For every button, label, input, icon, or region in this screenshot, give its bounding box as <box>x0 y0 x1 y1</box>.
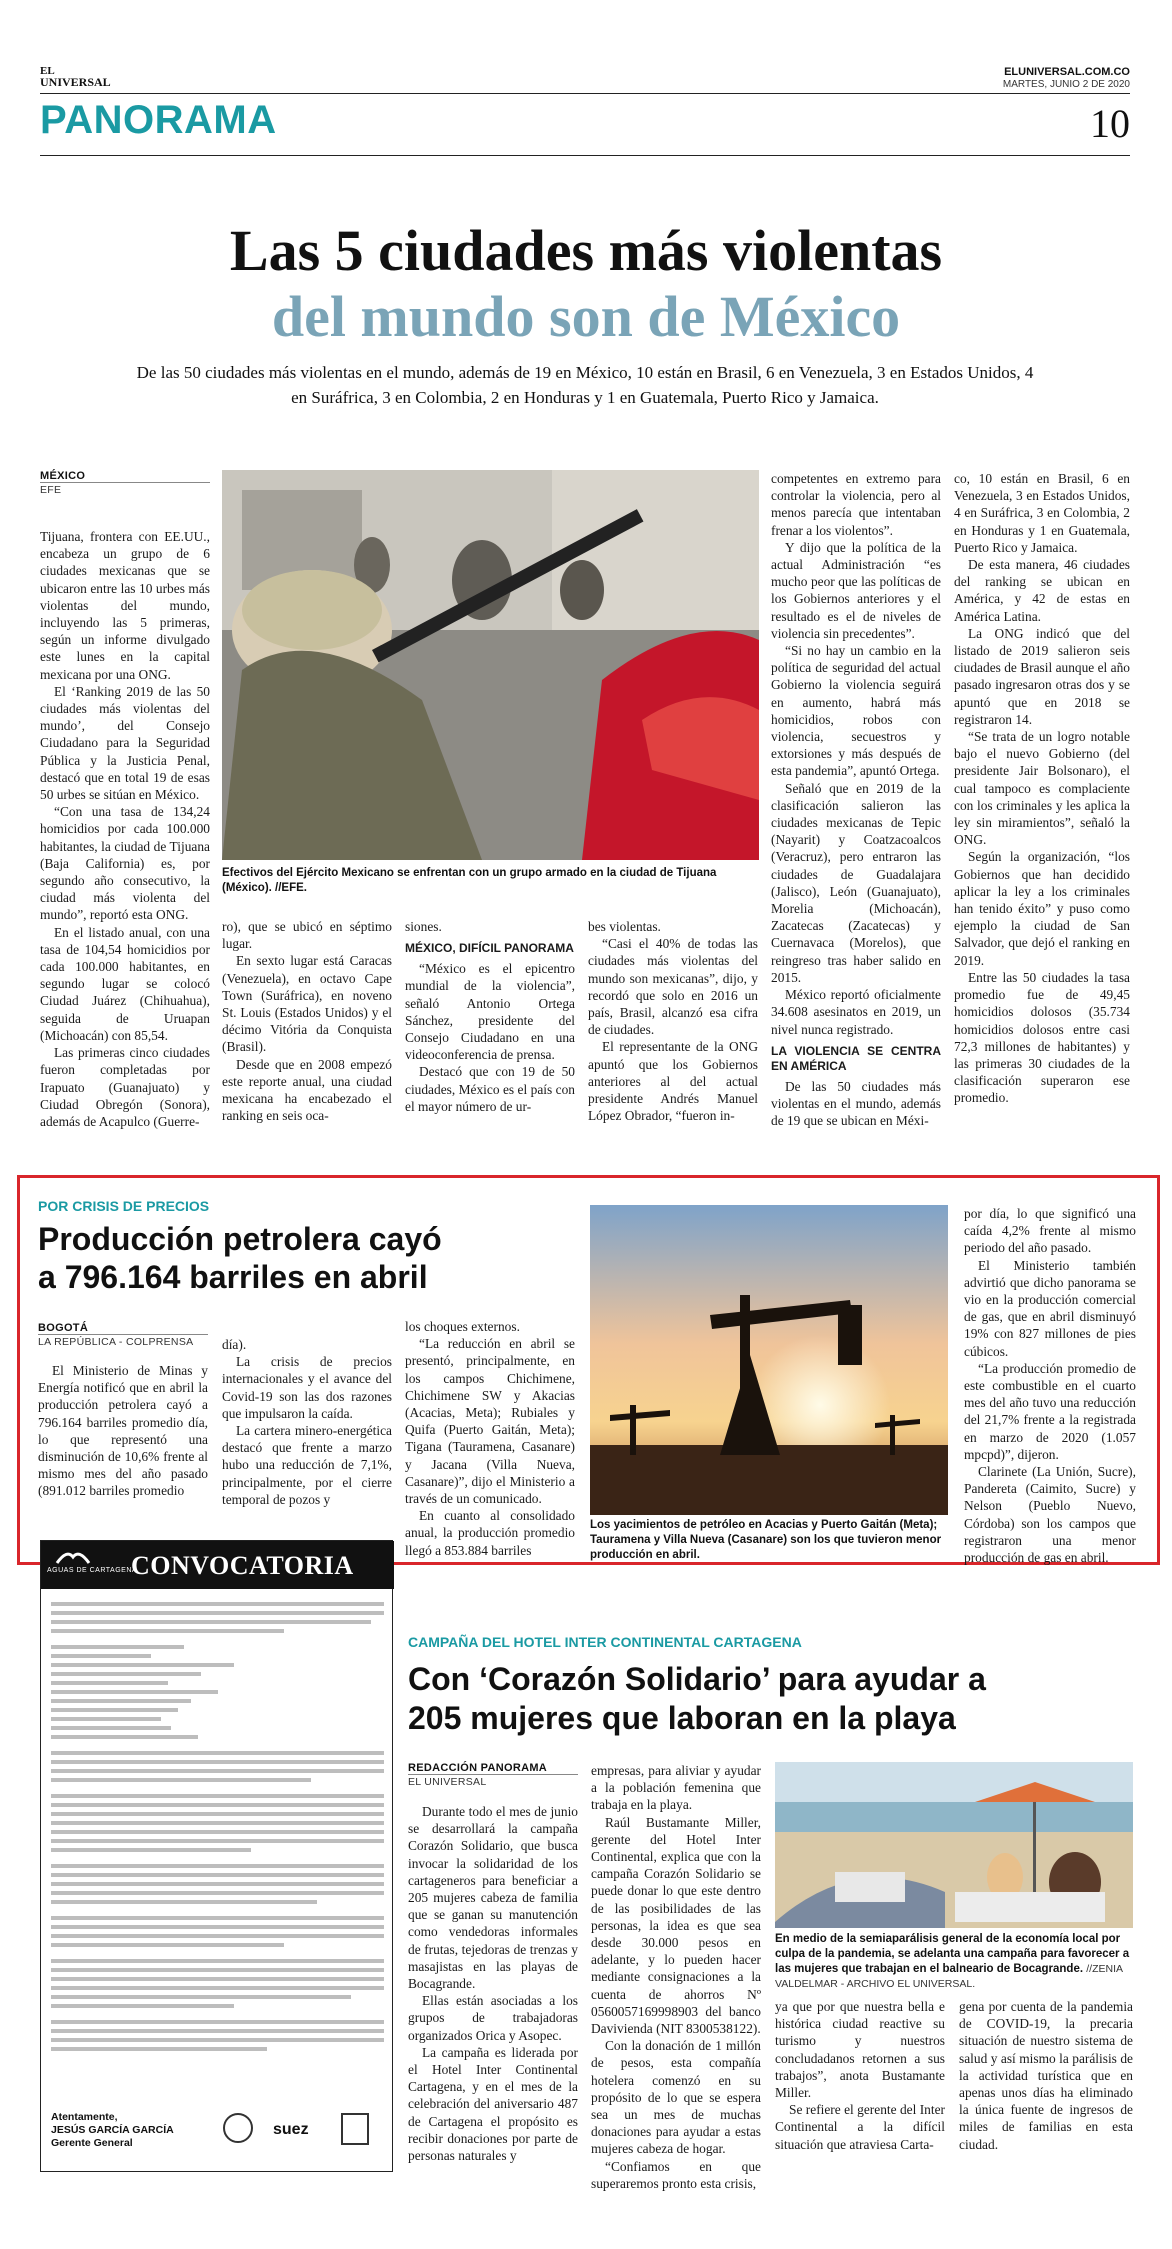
newspaper-logo[interactable] <box>40 66 111 88</box>
paragraph: competentes en extremo para controlar la violencia, pero al menos parecía que intentaban frenar a los violentos”. <box>771 471 941 538</box>
lead-photo-caption <box>222 866 759 896</box>
paragraph: Clarinete (La Unión, Sucre), Pandereta (Caimito, Sucre) y Nelson (Pueblo Nuevo, Córdoba) son los campos que registraron una menor producción de gas en abril. <box>964 1464 1136 1566</box>
paragraph: “Casi el 40% de todas las ciudades más violentas del mundo son mexicanas”, dijo, y recordó que solo en 2016 un país, Brasil, alcanzó esa cifra de ciudades. <box>588 936 758 1038</box>
sponsor-logo: suez <box>273 2121 309 2138</box>
site-url[interactable]: ELUNIVERSAL.COM.CO <box>1004 66 1130 78</box>
paragraph: Entre las 50 ciudades la tasa promedio fue de 49,45 homicidios dolosos (35.734 homicidios dolosos entre casi 72,3 millones de habitantes) y las primeras 30 ciudades de la clasificación superaron ese promedio. <box>954 969 1130 1106</box>
signature-line1: Atentamente, <box>51 2111 118 2123</box>
ad-header <box>41 1541 394 1589</box>
lead-photo <box>222 470 759 860</box>
paragraph: ro), que se ubicó en séptimo lugar. <box>222 919 392 952</box>
paragraph: “México es el epicentro mundial de la violencia”, señaló Antonio Ortega Sánchez, presidente del Consejo Ciudadano en una videoconferencia de prensa. <box>405 961 575 1063</box>
paragraph: Durante todo el mes de junio se desarrollará la campaña Corazón Solidario, que busca invocar la solidaridad de los cartageneros para beneficiar a 205 mujeres cabeza de familia que se ganan su manutención como vendedoras informales de frutas, tejedoras de trenzas y masajistas en las playas de Bocagrande. <box>408 1804 578 1992</box>
paragraph: Tijuana, frontera con EE.UU., encabeza un grupo de 6 ciudades mexicanas que se ubicaron entre las 10 urbes más violentas del mundo, incluyendo las 5 primeras, según un informe divulgado este lunes en la capital mexicana por una ONG. <box>40 529 210 682</box>
paragraph: “Con una tasa de 134,24 homicidios por cada 100.000 habitantes, la ciudad de Tijuana (Baja California) es, por segundo año consecutivo, la ciudad más violenta del mundo”, reportó esta ONG. <box>40 804 210 923</box>
logo-line2: UNIVERSAL <box>40 75 111 89</box>
subhead: LA VIOLENCIA SE CENTRA EN AMÉRICA <box>771 1043 941 1073</box>
lead-dek: De las 50 ciudades más violentas en el mundo, además de 19 en México, 10 están en Brasil, 6 en Venezuela, 3 en Estados Unidos, 4 en Suráfrica, 3 en Colombia, 2 en Honduras y 1 en Guatemala, Puerto Rico y Jamaica. <box>136 363 1034 407</box>
oil-headline-line2: a 796.164 barriles en abril <box>38 1259 428 1295</box>
subhead: MÉXICO, DIFÍCIL PANORAMA <box>405 941 574 956</box>
lead-headline-line1: Las 5 ciudades más violentas <box>229 218 943 283</box>
paragraph: El representante de la ONG apuntó que los Gobiernos anteriores al del actual presidente Andrés Manuel López Obrador, “fueron in- <box>588 1039 758 1124</box>
paragraph: “Si no hay un cambio en la política de seguridad del actual Gobierno la violencia seguirá en aumento, habrá más homicidios, robos con violencia, secuestros y extorsiones y más después de esta pandemia”, apuntó Ortega. <box>771 643 941 779</box>
hotel-headline <box>408 1660 1138 1738</box>
paragraph: La crisis de precios internacionales y el avance del Covid-19 son las dos razones que impulsaron la caída. <box>222 1354 392 1421</box>
paragraph: Según la organización, “los Gobiernos que han decidido aplicar la ley a los criminales han tenido éxito” y puso como ejemplo la ciudad de San Salvador, que dejó el ranking en 2019. <box>954 849 1130 968</box>
paragraph: La campaña es liderada por el Hotel Inter Continental Cartagena, y en el mes de la celebración del aniversario 487 de Cartagena el propósito es recibir donaciones por parte de personas naturales y <box>408 2044 578 2164</box>
section-title: PANORAMA <box>40 98 277 142</box>
oil-headline <box>38 1220 598 1296</box>
oil-kicker: POR CRISIS DE PRECIOS <box>38 1198 210 1214</box>
signature-line2: JESÚS GARCÍA GARCÍA <box>51 2124 174 2136</box>
paragraph: Con la donación de 1 millón de pesos, esta compañía hotelera comenzó en su propósito de lo que se espera sea un mes de muchas donaciones para ayudar a estas mujeres cabeza de hogar. <box>591 2038 761 2157</box>
paragraph: Y dijo que la política de la actual Administración “es mucho peor que las políticas de los Gobiernos anteriores y el resultado es el de niveles de violencia sin precedentes”. <box>771 539 941 641</box>
paragraph: Ellas están asociadas a los grupos de trabajadoras organizados Orica y Asopec. <box>408 1993 578 2043</box>
paragraph: El ‘Ranking 2019 de las 50 ciudades más violentas del mundo’, del Consejo Ciudadano para la Seguridad Pública y la Justicia Penal, destacó que en total 19 de esas 50 urbes se sitúan en México. <box>40 683 210 803</box>
paragraph: “La reducción en abril se presentó, principalmente, en los campos Chichimene, Chichimene SW y Akacias (Acacias, Meta); Rubiales y Quifa (Puerto Gaitán, Meta); Tigana (Tauramena, Casanare) y Jacana (Villa Nueva, Casanare)”, dijo el Ministerio a través de un comunicado. <box>405 1336 575 1507</box>
paragraph: Se refiere el gerente del Inter Continental a la difícil situación que atraviesa Carta- <box>775 2102 945 2152</box>
ad-signature <box>51 2111 174 2150</box>
convocatoria-ad[interactable] <box>40 1540 393 2172</box>
paragraph: los choques externos. <box>405 1319 520 1334</box>
hotel-headline-line1: Con ‘Corazón Solidario’ para ayudar a <box>408 1661 986 1697</box>
paragraph: De las 50 ciudades más violentas en el mundo, además de 19 que se ubican en Méxi- <box>771 1078 941 1129</box>
hotel-byline <box>408 1762 578 1788</box>
lead-byline <box>40 470 210 496</box>
water-drop-icon <box>53 1547 93 1567</box>
lead-col-1 <box>40 528 210 1130</box>
beach-illustration <box>775 1762 1133 1928</box>
paragraph: El Ministerio de Minas y Energía notificó que en abril la producción petrolera cayó a 796.164 barriles promedio día, lo que representó una disminución de 10,6% frente al mismo mes del año pasado (891.012 barriles promedio <box>38 1363 208 1499</box>
hotel-kicker: CAMPAÑA DEL HOTEL INTER CONTINENTAL CARTAGENA <box>408 1634 802 1650</box>
byline-place: MÉXICO <box>40 470 86 482</box>
lead-col-6 <box>954 470 1130 1107</box>
paragraph: En sexto lugar está Caracas (Venezuela), en octavo Cape Town (Suráfrica), en noveno St. Louis (Estados Unidos) y el décimo Vitória da Conquista (Brasil). <box>222 953 392 1055</box>
byline-source: EL UNIVERSAL <box>408 1774 578 1788</box>
byline-source: LA REPÚBLICA - COLPRENSA <box>38 1334 208 1348</box>
oil-col-1 <box>38 1362 208 1500</box>
oil-photo-caption <box>590 1518 950 1563</box>
lead-headline <box>0 218 1172 350</box>
hotel-photo-caption <box>775 1932 1133 1992</box>
byline-place: REDACCIÓN PANORAMA <box>408 1762 548 1774</box>
masthead <box>40 60 1130 160</box>
lead-col-5 <box>771 470 941 1129</box>
paragraph: por día, lo que significó una caída 4,2% frente al mismo periodo del año pasado. <box>964 1206 1136 1256</box>
paragraph: Raúl Bustamante Miller, gerente del Hotel Inter Continental, explica que con la campaña Corazón Solidario se puede donar lo que este dentro de las posibilidades de las personas, la idea es que sea desde 30.000 pesos en adelante, y lo pueden hacer mediante consignaciones a la cuenta de ahorros Nº 0560057169998903 del banco Davivienda (NIT 8300538122). <box>591 1814 761 2037</box>
paragraph: El Ministerio también advirtió que dicho panorama se vio en la producción comercial de gas, que en abril disminuyó 19% con 827 millones de pies cúbicos. <box>964 1257 1136 1359</box>
ad-body-text <box>51 1597 384 2056</box>
section-rule <box>40 155 1130 156</box>
seal-icon <box>223 2113 253 2143</box>
paragraph: En el listado anual, con una tasa de 104,54 homicidios por cada 100.000 habitantes, en segundo lugar se colocó Ciudad Juárez (Chihuahua), seguida de Uruapan (Michoacán) con 85,54. <box>40 924 210 1043</box>
paragraph: gena por cuenta de la pandemia de COVID-19, la precaria situación de nuestro sistema de salud y así mismo la parálisis de la actividad turística que en apenas unos días ha eliminado la única fuente de ingresos de miles de familias en esta ciudad. <box>959 1999 1133 2152</box>
issue-date: MARTES, JUNIO 2 DE 2020 <box>1002 79 1130 90</box>
caption-text: Efectivos del Ejército Mexicano se enfrentan con un grupo armado en la ciudad de Tijuana (México). //EFE. <box>222 867 717 894</box>
paragraph: La ONG indicó que del listado de 2019 salieron seis ciudades de Brasil aunque el año pasado ingresaron otras dos y se apuntó que en 2018 se registraron 14. <box>954 625 1130 727</box>
oil-col-3 <box>405 1318 575 1559</box>
paragraph: En cuanto al consolidado anual, la producción promedio llegó a 853.884 barriles <box>405 1508 575 1558</box>
paragraph: ya que por que nuestra bella e histórica ciudad reactive su turismo y nuestros concludadanos retornen a sus trabajos”, anota Bustamante Miller. <box>775 1999 945 2101</box>
caption-text: En medio de la semiaparálisis general de la economía local por culpa de la pandemia, se adelanta una campaña para favorecer a las mujeres que trabajan en el balneario de Bocagrande. <box>775 1933 1130 1975</box>
paragraph: La cartera minero-energética destacó que frente a marzo hubo una reducción de 7,1%, principalmente, por el cierre temporal de pozos y <box>222 1423 392 1507</box>
signature-line3: Gerente General <box>51 2137 133 2149</box>
lead-col-4 <box>588 918 758 1124</box>
hotel-headline-line2: 205 mujeres que laboran en la playa <box>408 1700 956 1736</box>
oil-photo <box>590 1205 948 1515</box>
paragraph: Las primeras cinco ciudades fueron completadas por Irapuato (Guanajuato) y Ciudad Obregón (Sonora), además de Acapulco (Guerre- <box>40 1045 210 1129</box>
paragraph: “La producción promedio de este combustible en el cuarto mes del año tuvo una reducción del 21,7% frente a la registrada en marzo de 2020 (1.057 mpcpd)”, dijeron. <box>964 1360 1136 1462</box>
ad-title: CONVOCATORIA <box>131 1551 354 1580</box>
caption-text: Los yacimientos de petróleo en Acacias y Puerto Gaitán (Meta); Tauramena y Villa Nueva (Casanare) son los que tuvieron menor producción en abril. <box>590 1519 942 1561</box>
paragraph: bes violentas. <box>588 919 661 934</box>
paragraph: México reportó oficialmente 34.608 asesinatos en 2019, un nivel nunca registrado. <box>771 987 941 1037</box>
paragraph: Señaló que en 2019 de la clasificación salieron las ciudades mexicanas de Tepic (Nayarit) y Coatzacoalcos (Veracruz), pero entraron las ciudades de Guadalajara (Jalisco), León (Guanajuato), Morelia (Michoacán), Zacatecas (Zacatecas) y Cuernavaca (Morelos), que reingreso tras haber salido en 2015. <box>771 780 941 985</box>
paragraph: co, 10 están en Brasil, 6 en Venezuela, 3 en Estados Unidos, 4 en Suráfrica, 3 en Colombia, 2 en Honduras y 1 en Guatemala, Puerto Rico y Jamaica. <box>954 471 1130 555</box>
oil-pump-illustration <box>590 1205 948 1515</box>
lead-col-3 <box>405 918 575 1115</box>
paragraph: siones. <box>405 919 442 934</box>
paragraph: De esta manera, 46 ciudades del ranking se ubican en América, y 42 de estas en América Latina. <box>954 557 1130 624</box>
oil-col-2 <box>222 1336 392 1508</box>
paragraph: Destacó que con 19 de 50 ciudades, México es el país con el mayor número de ur- <box>405 1064 575 1114</box>
paragraph: empresas, para aliviar y ayudar a la población femenina que trabaja en la playa. <box>591 1763 761 1813</box>
paragraph: día). <box>222 1337 247 1352</box>
lead-headline-line2: del mundo son de México <box>271 284 901 349</box>
lead-col-2 <box>222 918 392 1124</box>
caption-credit: //ZENIA VALDELMAR - ARCHIVO EL UNIVERSAL. <box>775 1963 1123 1990</box>
paragraph: “Se trata de un logro notable bajo el nuevo Gobierno (del presidente Jair Bolsonaro), el cual tampoco es complaciente con los criminales y les aplica la ley sin miramientos”, señaló la ONG. <box>954 729 1130 848</box>
hotel-col-2 <box>591 1762 761 2192</box>
logo-line1: EL <box>40 65 55 77</box>
oil-col-4 <box>964 1205 1136 1566</box>
oil-headline-line1: Producción petrolera cayó <box>38 1221 442 1257</box>
hotel-col-1 <box>408 1803 578 2164</box>
oil-byline <box>38 1322 208 1348</box>
masthead-rule <box>40 93 1130 94</box>
byline-source: EFE <box>40 482 210 496</box>
paragraph: “Confiamos en que superaremos pronto esta crisis, <box>591 2158 761 2191</box>
soldiers-illustration <box>222 470 759 860</box>
byline-place: BOGOTÁ <box>38 1322 89 1334</box>
ad-logo: AGUAS DE CARTAGENA <box>47 1567 138 1574</box>
hotel-photo <box>775 1762 1133 1928</box>
page-number: 10 <box>1090 101 1130 146</box>
paragraph: Desde que en 2008 empezó este reporte anual, una ciudad mexicana ha encabezado el ranking en seis oca- <box>222 1056 392 1124</box>
hotel-col-3 <box>775 1998 945 2153</box>
certification-icon <box>341 2113 369 2145</box>
hotel-col-4 <box>959 1998 1133 2153</box>
